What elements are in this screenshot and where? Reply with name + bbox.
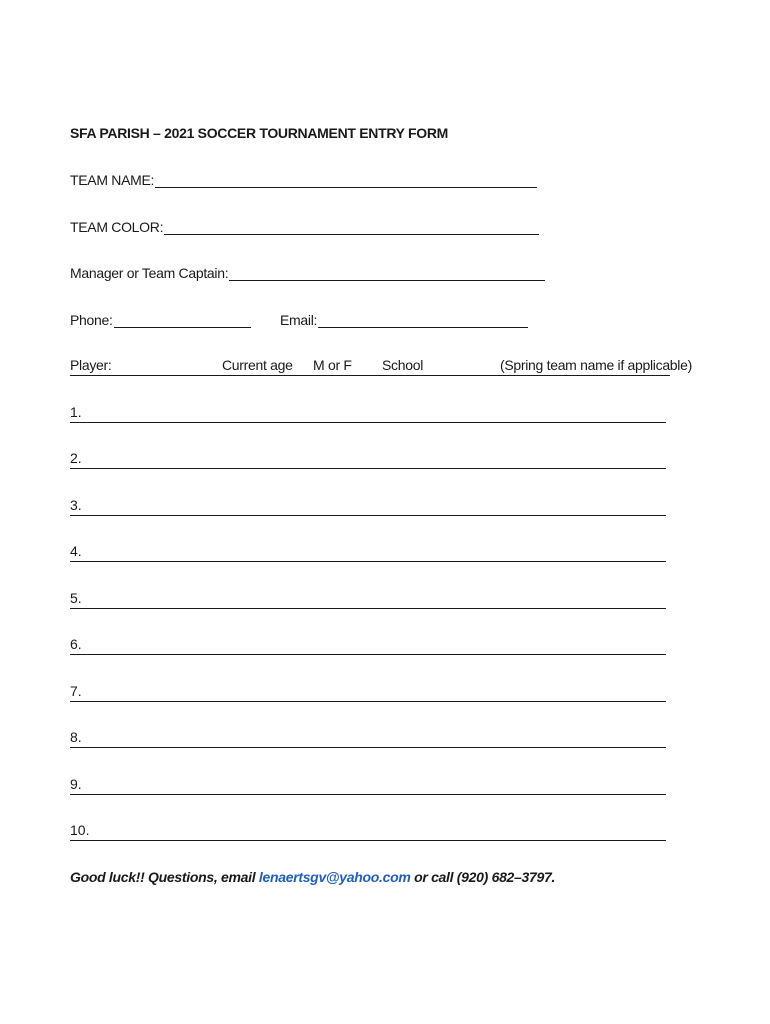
player-row[interactable] [70,822,666,841]
column-spring-team: (Spring team name if applicable) [500,357,692,373]
team-name-input-line[interactable] [155,171,537,188]
footer-suffix: or call (920) 682–3797. [410,869,556,885]
player-row[interactable] [70,729,666,748]
phone-field[interactable] [70,311,251,328]
player-row-number: 4. [70,543,82,559]
player-row-number: 6. [70,636,82,652]
email-input-line[interactable] [318,311,528,328]
email-field[interactable] [280,311,528,328]
player-row-number: 3. [70,497,82,513]
manager-label: Manager or Team Captain: [70,265,229,281]
team-name-label: TEAM NAME: [70,172,155,188]
manager-field[interactable] [70,264,545,281]
manager-input-line[interactable] [229,264,545,281]
player-row-number: 5. [70,590,82,606]
player-row[interactable] [70,543,666,562]
column-player: Player: [70,357,112,373]
player-row[interactable] [70,683,666,702]
player-row-number: 2. [70,450,82,466]
player-row-number: 1. [70,404,82,420]
footer-prefix: Good luck!! Questions, email [70,869,259,885]
player-row-number: 10. [70,822,90,838]
player-row-number: 8. [70,729,82,745]
player-row[interactable] [70,404,666,423]
player-row[interactable] [70,590,666,609]
phone-input-line[interactable] [114,311,251,328]
team-color-field[interactable] [70,218,539,235]
phone-label: Phone: [70,312,113,328]
column-school: School [382,357,424,373]
team-color-input-line[interactable] [164,218,539,235]
form-title: SFA PARISH – 2021 SOCCER TOURNAMENT ENTRY FORM [70,125,449,141]
player-table-header [70,357,692,376]
team-color-label: TEAM COLOR: [70,219,164,235]
player-row[interactable] [70,776,666,795]
player-row[interactable] [70,450,666,469]
player-row[interactable] [70,636,666,655]
player-row-number: 7. [70,683,82,699]
column-gender: M or F [313,357,352,373]
team-name-field[interactable] [70,171,537,188]
player-row[interactable] [70,497,666,516]
player-row-number: 9. [70,776,82,792]
email-label: Email: [280,312,318,328]
contact-email-link[interactable]: lenaertsgv@yahoo.com [258,869,411,885]
column-current-age: Current age [222,357,293,373]
footer-note [70,869,555,885]
